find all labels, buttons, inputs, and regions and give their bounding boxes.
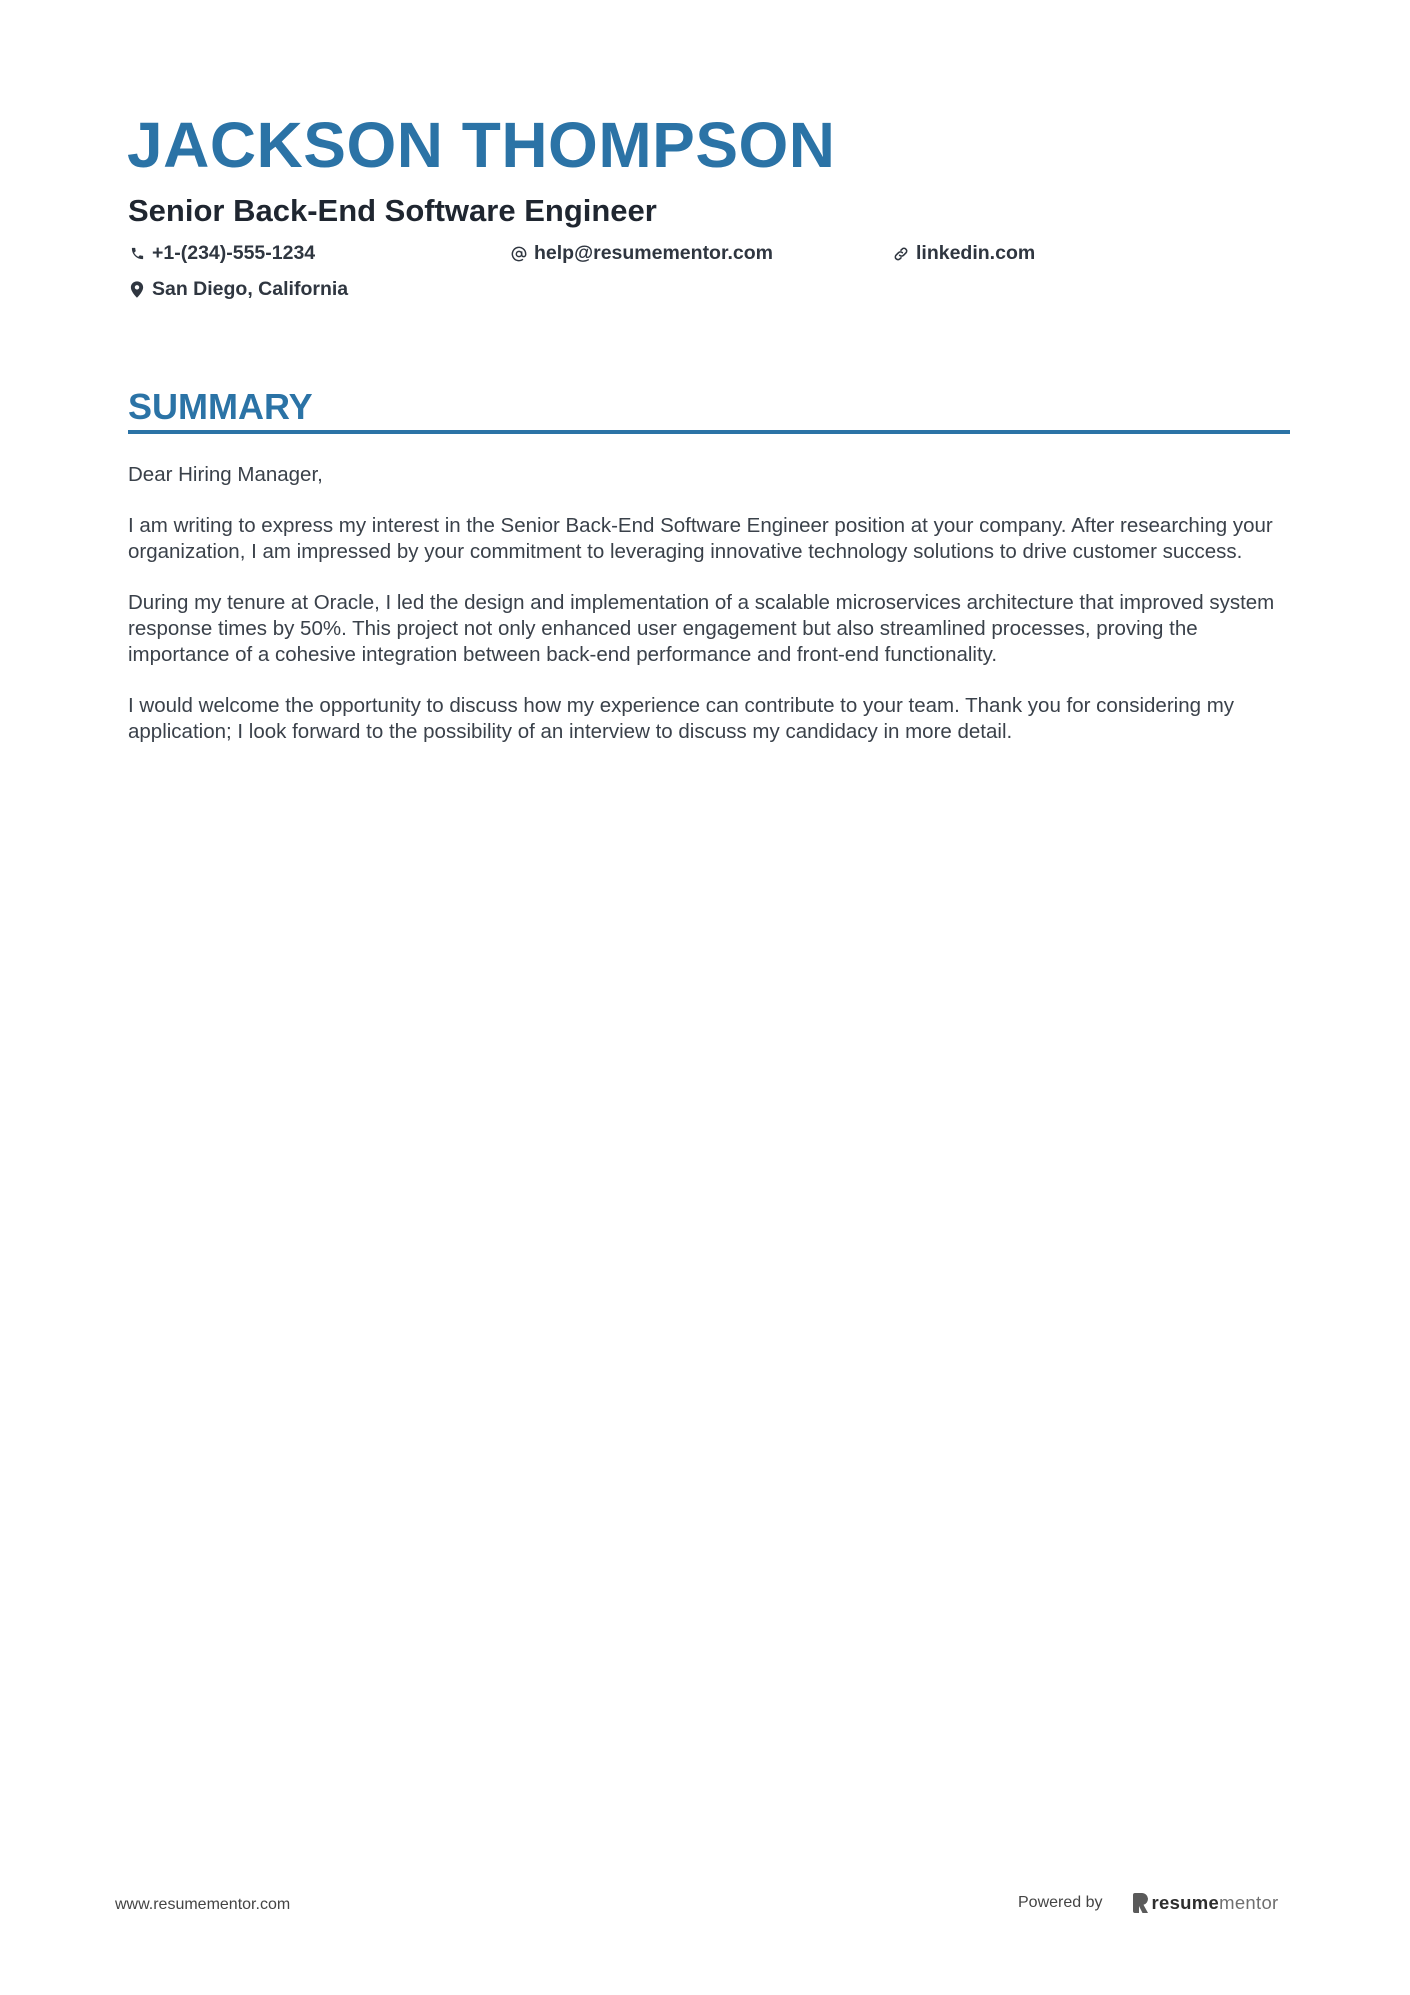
salutation: Dear Hiring Manager,: [128, 463, 323, 486]
contact-location: [128, 278, 348, 301]
footer-website: www.resumementor.com: [115, 1896, 291, 1913]
contact-email: [510, 242, 773, 265]
phone-icon: [128, 245, 146, 263]
paragraph: I would welcome the opportunity to discuss how my experience can contribute to your team. Thank you for considering my application; I look forward to the possibility of an interview to discuss my candidacy in more detail.: [128, 694, 1235, 743]
phone-text: +1-(234)-555-1234: [152, 242, 316, 264]
link-icon: [892, 245, 910, 263]
paragraph: During my tenure at Oracle, I led the design and implementation of a scalable microservices architecture that improved system response times by 50%. This project not only enhanced user engagement but also streamlined processes, proving the importance of a cohesive integration between back-end performance and front-end functionality.: [128, 591, 1275, 666]
section-divider: [128, 430, 1290, 434]
candidate-name: JACKSON THOMPSON: [127, 109, 836, 181]
logo-light-text: mentor: [1219, 1892, 1279, 1913]
resumementor-logo-icon: [1133, 1893, 1149, 1913]
footer-powered-by: [1018, 1892, 1279, 1914]
powered-by-text: Powered by: [1018, 1894, 1103, 1911]
location-text: San Diego, California: [152, 278, 349, 300]
at-icon: [510, 245, 528, 263]
paragraph: I am writing to express my interest in the Senior Back-End Software Engineer position at your company. After researching your organization, I am impressed by your commitment to leveraging innovative technology solutions to drive customer success.: [128, 514, 1273, 564]
logo-bold-text: resume: [1151, 1892, 1220, 1913]
job-title: Senior Back-End Software Engineer: [128, 193, 657, 228]
email-text: help@resumementor.com: [534, 242, 773, 264]
summary-body: [128, 462, 1293, 770]
map-pin-icon: [128, 281, 146, 299]
contact-phone: [128, 242, 315, 265]
resumementor-logo: [1133, 1892, 1279, 1914]
contact-website: [892, 242, 1035, 265]
website-text: linkedin.com: [916, 242, 1036, 264]
summary-heading: SUMMARY: [128, 386, 313, 427]
